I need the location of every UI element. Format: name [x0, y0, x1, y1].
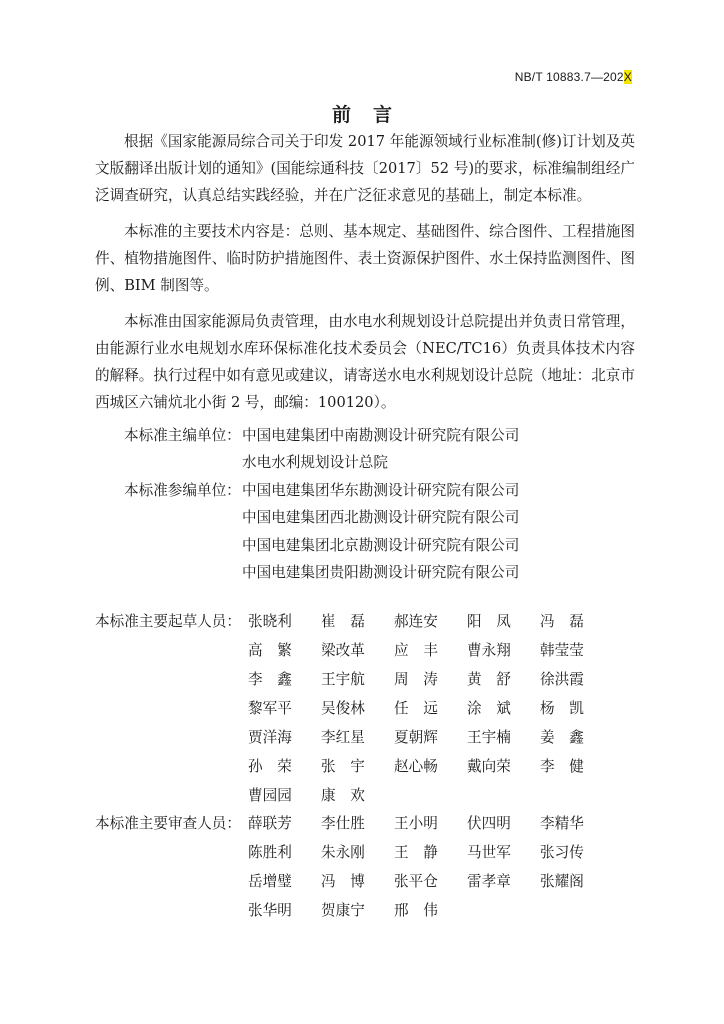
reviewer-name: 冯 博 — [321, 873, 365, 890]
drafter-name: 戴向荣 — [467, 758, 511, 775]
paragraph-management: 本标准由国家能源局负责管理，由水电水利规划设计总院提出并负责日常管理，由能源行业水电规划水库环保标准化技术委员会（NEC/TC16）负责具体技术内容的解释。执行过程中如有意见或建议，请寄送水电水利规划设计总院（地址：北京市西城区六铺炕北小街 2 号，邮编：100120）。 — [95, 313, 635, 411]
drafter-name: 夏朝辉 — [394, 729, 438, 746]
co-editor-unit: 中国电建集团贵阳勘测设计研究院有限公司 — [242, 564, 520, 581]
reviewer-name: 伏四明 — [467, 815, 511, 832]
reviewer-row — [248, 812, 613, 833]
drafter-name: 周 涛 — [394, 671, 438, 688]
drafter-name: 曹永翔 — [467, 642, 511, 659]
drafter-name: 阳 凤 — [467, 613, 511, 630]
page-title: 前言 — [331, 104, 414, 126]
drafter-name: 李 健 — [540, 758, 584, 775]
drafter-name: 任 远 — [394, 700, 438, 717]
co-editor-row — [124, 559, 519, 586]
drafter-name: 梁改革 — [321, 642, 365, 659]
drafter-name: 崔 磊 — [321, 613, 365, 630]
drafter-name: 黎军平 — [248, 700, 292, 717]
standard-code — [515, 70, 632, 84]
reviewer-name: 张耀阁 — [540, 873, 584, 890]
chief-editor-unit: 中国电建集团中南勘测设计研究院有限公司 — [242, 427, 520, 444]
drafter-name: 涂 斌 — [467, 700, 511, 717]
standard-code-prefix: NB/T 10883.7—202 — [514, 70, 624, 84]
drafter-row — [248, 610, 613, 631]
drafter-name: 冯 磊 — [540, 613, 584, 630]
drafter-row — [248, 726, 613, 747]
drafter-name: 郝连安 — [394, 613, 438, 630]
co-editor-row — [124, 532, 519, 559]
co-editor-row — [124, 477, 519, 504]
drafter-name: 高 繁 — [248, 642, 292, 659]
chief-editor-unit: 水电水利规划设计总院 — [242, 454, 388, 471]
reviewer-name: 陈胜利 — [248, 844, 292, 861]
drafter-name: 孙 荣 — [248, 758, 292, 775]
reviewer-name: 王小明 — [394, 815, 438, 832]
drafter-name: 张晓利 — [248, 613, 292, 630]
reviewer-row — [248, 841, 613, 862]
drafter-row — [248, 784, 394, 805]
drafter-row — [248, 697, 613, 718]
drafter-name: 徐洪霞 — [540, 671, 584, 688]
reviewer-row — [248, 899, 467, 920]
drafter-name: 康 欢 — [321, 787, 365, 804]
reviewer-name: 马世军 — [467, 844, 511, 861]
co-editor-unit: 中国电建集团北京勘测设计研究院有限公司 — [242, 537, 520, 554]
chief-editor-label: 本标准主编单位： — [124, 427, 241, 444]
reviewer-name: 雷孝章 — [467, 873, 511, 890]
reviewer-name: 张华明 — [248, 902, 292, 919]
reviewer-name: 李精华 — [540, 815, 584, 832]
drafter-row — [248, 639, 613, 660]
chief-editor-row — [124, 422, 519, 449]
drafter-name: 李 鑫 — [248, 671, 292, 688]
reviewer-name: 薛联芳 — [248, 815, 292, 832]
co-editor-unit: 中国电建集团华东勘测设计研究院有限公司 — [242, 482, 520, 499]
paragraph-content: 本标准的主要技术内容是：总则、基本规定、基础图件、综合图件、工程措施图件、植物措施图件、临时防护措施图件、表土资源保护图件、水土保持监测图件、图例、BIM 制图等。 — [95, 223, 635, 294]
drafter-row — [248, 755, 613, 776]
drafter-name: 韩莹莹 — [540, 642, 584, 659]
drafter-name: 应 丰 — [394, 642, 438, 659]
drafter-name: 王宇航 — [321, 671, 365, 688]
co-editor-label: 本标准参编单位： — [124, 482, 241, 499]
drafter-name: 王宇楠 — [467, 729, 511, 746]
drafter-name: 赵心畅 — [394, 758, 438, 775]
reviewer-name: 张平仓 — [394, 873, 438, 890]
drafter-name: 贾洋海 — [248, 729, 292, 746]
drafter-name: 李红星 — [321, 729, 365, 746]
chief-editor-row — [124, 449, 388, 476]
reviewer-name: 王 静 — [394, 844, 438, 861]
reviewer-name: 李仕胜 — [321, 815, 365, 832]
reviewers-label: 本标准主要审查人员： — [95, 815, 241, 832]
drafter-name: 吴俊林 — [321, 700, 365, 717]
drafter-row — [248, 668, 613, 689]
co-editor-row — [124, 504, 519, 531]
drafters-label: 本标准主要起草人员： — [95, 613, 241, 630]
reviewer-name: 朱永刚 — [321, 844, 365, 861]
reviewer-row — [248, 870, 613, 891]
drafter-name: 张 宇 — [321, 758, 365, 775]
reviewer-name: 邢 伟 — [394, 902, 438, 919]
drafter-name: 曹园园 — [248, 787, 292, 804]
standard-code-highlight: X — [623, 70, 632, 84]
reviewer-name: 贺康宁 — [321, 902, 365, 919]
co-editor-unit: 中国电建集团西北勘测设计研究院有限公司 — [242, 509, 520, 526]
drafter-name: 姜 鑫 — [540, 729, 584, 746]
drafter-name: 黄 舒 — [467, 671, 511, 688]
paragraph-basis: 根据《国家能源局综合司关于印发 2017 年能源领域行业标准制(修)订计划及英文版翻译出版计划的通知》(国能综通科技〔2017〕52 号)的要求，标准编制组经广泛调查研究，认真总结实践经验，并在广泛征求意见的基础上，制定本标准。 — [95, 133, 635, 204]
drafter-name: 杨 凯 — [540, 700, 584, 717]
reviewer-name: 张习传 — [540, 844, 584, 861]
reviewer-name: 岳增璧 — [248, 873, 292, 890]
